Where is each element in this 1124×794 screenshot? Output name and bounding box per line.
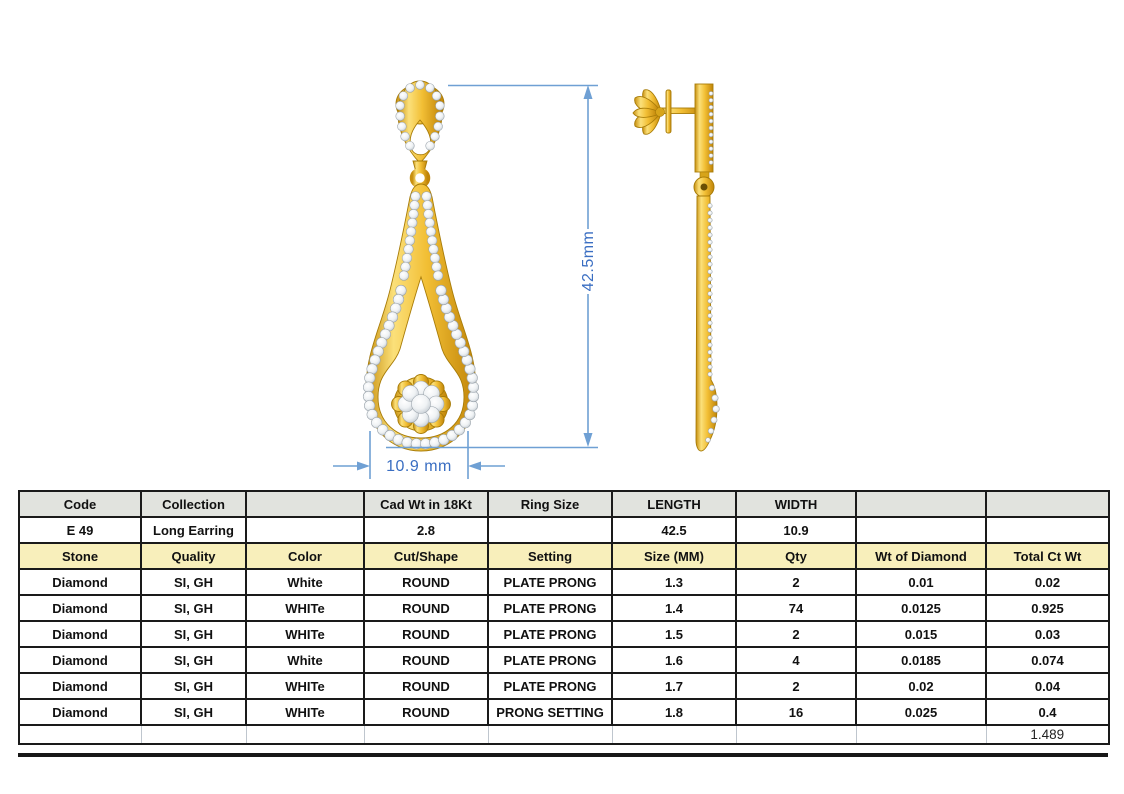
- table-cell: SI, GH: [141, 647, 246, 673]
- table-cell: Cad Wt in 18Kt: [364, 491, 488, 517]
- table-cell: Stone: [19, 543, 141, 569]
- table-cell: Diamond: [19, 621, 141, 647]
- table-cell: Size (MM): [612, 543, 736, 569]
- table-row: [19, 491, 1109, 517]
- table-cell: [856, 491, 986, 517]
- table-cell: [856, 517, 986, 543]
- table-cell: 1.489: [986, 725, 1109, 744]
- table-row: [19, 673, 1109, 699]
- table-cell: [364, 725, 488, 744]
- table-cell: White: [246, 647, 364, 673]
- arrow-down-icon: [584, 433, 593, 447]
- table-cell: ROUND: [364, 621, 488, 647]
- table-row: [19, 569, 1109, 595]
- table-cell: [246, 725, 364, 744]
- table-cell: [141, 725, 246, 744]
- side-ring-hole: [701, 184, 708, 191]
- table-cell: PLATE PRONG: [488, 673, 612, 699]
- table-cell: 4: [736, 647, 856, 673]
- table-cell: 0.0125: [856, 595, 986, 621]
- table-cell: 1.6: [612, 647, 736, 673]
- table-cell: 2: [736, 569, 856, 595]
- table-cell: 0.04: [986, 673, 1109, 699]
- table-cell: 0.02: [856, 673, 986, 699]
- table-cell: PRONG SETTING: [488, 699, 612, 725]
- side-lower-bar: [696, 196, 717, 451]
- table-cell: Total Ct Wt: [986, 543, 1109, 569]
- table-cell: 1.5: [612, 621, 736, 647]
- table-row: [19, 517, 1109, 543]
- table-cell: 0.4: [986, 699, 1109, 725]
- table-cell: 2: [736, 673, 856, 699]
- table-cell: 1.4: [612, 595, 736, 621]
- arrow-left-icon: [468, 462, 481, 471]
- table-cell: WHITe: [246, 699, 364, 725]
- table-cell: 1.7: [612, 673, 736, 699]
- table-cell: SI, GH: [141, 673, 246, 699]
- table-cell: Wt of Diamond: [856, 543, 986, 569]
- width-dimension-label: 10.9 mm: [386, 458, 452, 475]
- table-cell: Diamond: [19, 647, 141, 673]
- table-cell: White: [246, 569, 364, 595]
- table-cell: WHITe: [246, 621, 364, 647]
- table-cell: PLATE PRONG: [488, 569, 612, 595]
- table-cell: WHITe: [246, 673, 364, 699]
- table-cell: [736, 725, 856, 744]
- table-cell: Quality: [141, 543, 246, 569]
- arrow-up-icon: [584, 85, 593, 99]
- table-cell: [856, 725, 986, 744]
- jump-ring: [413, 171, 428, 186]
- table-row: [19, 647, 1109, 673]
- table-cell: 0.074: [986, 647, 1109, 673]
- table-cell: PLATE PRONG: [488, 595, 612, 621]
- table-cell: Long Earring: [141, 517, 246, 543]
- table-bottom-rule: [18, 753, 1108, 757]
- spec-table: [18, 490, 1110, 745]
- table-cell: 0.015: [856, 621, 986, 647]
- table-cell: WHITe: [246, 595, 364, 621]
- table-cell: PLATE PRONG: [488, 647, 612, 673]
- table-cell: ROUND: [364, 647, 488, 673]
- table-row: [19, 543, 1109, 569]
- table-cell: Diamond: [19, 673, 141, 699]
- table-cell: 74: [736, 595, 856, 621]
- table-row: [19, 725, 1109, 744]
- length-dimension-label: 42.5mm: [580, 230, 597, 292]
- table-cell: SI, GH: [141, 621, 246, 647]
- table-cell: Setting: [488, 543, 612, 569]
- table-cell: E 49: [19, 517, 141, 543]
- table-cell: 1.3: [612, 569, 736, 595]
- table-cell: [612, 725, 736, 744]
- table-cell: [19, 725, 141, 744]
- table-cell: [986, 517, 1109, 543]
- table-cell: ROUND: [364, 699, 488, 725]
- butterfly-clasp: [633, 90, 665, 135]
- table-cell: Code: [19, 491, 141, 517]
- flower-cluster-diamonds: [398, 381, 444, 427]
- table-cell: SI, GH: [141, 699, 246, 725]
- table-cell: SI, GH: [141, 595, 246, 621]
- table-cell: Ring Size: [488, 491, 612, 517]
- table-cell: WIDTH: [736, 491, 856, 517]
- table-cell: 0.02: [986, 569, 1109, 595]
- table-cell: Collection: [141, 491, 246, 517]
- table-cell: [246, 491, 364, 517]
- table-cell: 0.01: [856, 569, 986, 595]
- arrow-right-icon: [357, 462, 370, 471]
- butterfly-plate: [666, 90, 671, 133]
- table-cell: PLATE PRONG: [488, 621, 612, 647]
- table-cell: Diamond: [19, 569, 141, 595]
- table-cell: 0.925: [986, 595, 1109, 621]
- table-row: [19, 699, 1109, 725]
- table-cell: SI, GH: [141, 569, 246, 595]
- table-cell: [488, 725, 612, 744]
- table-cell: ROUND: [364, 673, 488, 699]
- table-row: [19, 595, 1109, 621]
- table-cell: Diamond: [19, 699, 141, 725]
- table-cell: ROUND: [364, 595, 488, 621]
- table-cell: [986, 491, 1109, 517]
- table-cell: [246, 517, 364, 543]
- table-cell: 42.5: [612, 517, 736, 543]
- table-cell: 2: [736, 621, 856, 647]
- earring-front-view: [363, 81, 479, 451]
- earring-side-view: [633, 84, 719, 451]
- table-cell: 16: [736, 699, 856, 725]
- table-cell: 10.9: [736, 517, 856, 543]
- table-cell: Cut/Shape: [364, 543, 488, 569]
- table-cell: 1.8: [612, 699, 736, 725]
- table-cell: LENGTH: [612, 491, 736, 517]
- spec-table-area: [18, 490, 1108, 745]
- table-cell: 2.8: [364, 517, 488, 543]
- table-cell: 0.0185: [856, 647, 986, 673]
- table-row: [19, 621, 1109, 647]
- table-cell: 0.03: [986, 621, 1109, 647]
- table-cell: Qty: [736, 543, 856, 569]
- table-cell: ROUND: [364, 569, 488, 595]
- table-cell: [488, 517, 612, 543]
- table-cell: Diamond: [19, 595, 141, 621]
- table-cell: Color: [246, 543, 364, 569]
- table-cell: 0.025: [856, 699, 986, 725]
